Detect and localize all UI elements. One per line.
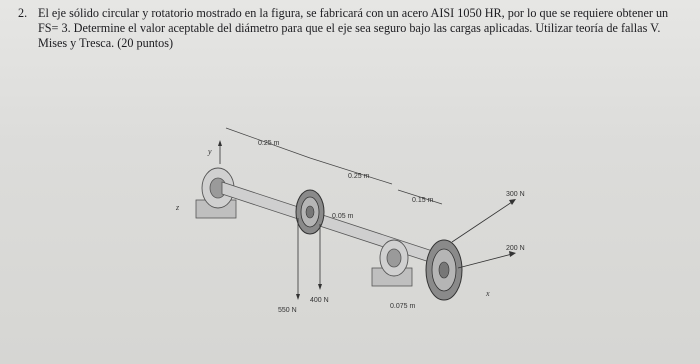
radius2-label: 0.075 m xyxy=(390,303,416,310)
dim1-label: 0.25 m xyxy=(258,140,280,147)
force1-label: 300 N xyxy=(506,191,525,198)
force4-label: 550 N xyxy=(278,307,297,314)
problem-number: 2. xyxy=(18,6,28,20)
force-arrow-400 xyxy=(318,284,322,290)
force3-label: 400 N xyxy=(310,297,329,304)
problem-text: El eje sólido circular y rotatorio mostrado en la figura, se fabricará con un acero AISI 1050 HR, por lo que se requiere obtener un FS= 3. Determine el valor aceptable del diámetro para que el eje sea seguro bajo las cargas aplicadas. Utilizar teoría de fallas V. Mises y Tresca. (20 puntos) xyxy=(38,6,669,50)
force-arrow-300 xyxy=(509,199,516,205)
shaft-body xyxy=(222,182,460,272)
force-line-300 xyxy=(452,202,512,242)
dim3-label: 0.15 m xyxy=(412,197,434,204)
dim-line-2 xyxy=(310,158,392,184)
force2-label: 200 N xyxy=(506,245,525,252)
force-line-200 xyxy=(458,254,512,268)
axis-x-label: x xyxy=(486,289,490,298)
dim2-label: 0.25 m xyxy=(348,173,370,180)
pulley-2 xyxy=(426,240,462,300)
axis-y-label: y xyxy=(208,147,212,156)
y-axis-arrow xyxy=(218,140,222,146)
force-arrow-550 xyxy=(296,294,300,300)
problem-statement xyxy=(18,6,690,51)
shaft-figure xyxy=(160,100,560,330)
shaft-diagram xyxy=(160,100,560,330)
axis-z-label: z xyxy=(176,203,180,212)
radius1-label: 0.05 m xyxy=(332,213,354,220)
